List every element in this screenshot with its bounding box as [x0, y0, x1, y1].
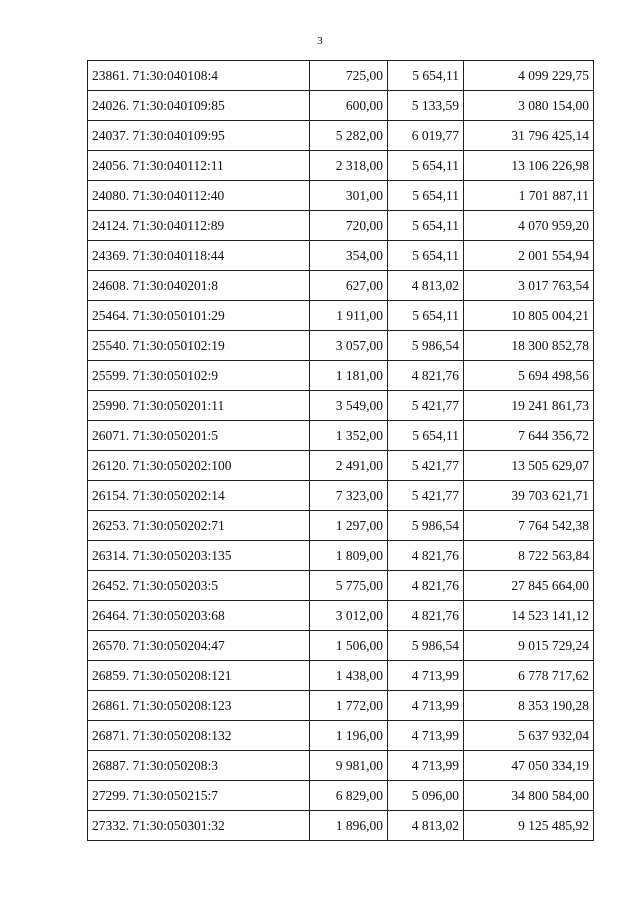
area-cell: 3 057,00: [310, 331, 388, 361]
rate-cell: 5 654,11: [388, 241, 464, 271]
table-row: [88, 361, 594, 391]
cadastral-number-cell: 25540. 71:30:050102:19: [88, 331, 310, 361]
rate-cell: 4 713,99: [388, 661, 464, 691]
cadastral-value-cell: 4 099 229,75: [464, 61, 594, 91]
table-row: [88, 91, 594, 121]
rate-cell: 4 713,99: [388, 721, 464, 751]
area-cell: 1 352,00: [310, 421, 388, 451]
cadastral-value-cell: 2 001 554,94: [464, 241, 594, 271]
cadastral-value-cell: 9 125 485,92: [464, 811, 594, 841]
area-cell: 9 981,00: [310, 751, 388, 781]
rate-cell: 4 813,02: [388, 271, 464, 301]
area-cell: 1 181,00: [310, 361, 388, 391]
cadastral-value-cell: 7 764 542,38: [464, 511, 594, 541]
area-cell: 1 911,00: [310, 301, 388, 331]
area-cell: 5 282,00: [310, 121, 388, 151]
area-cell: 600,00: [310, 91, 388, 121]
rate-cell: 5 654,11: [388, 301, 464, 331]
rate-cell: 4 713,99: [388, 751, 464, 781]
table-row: [88, 391, 594, 421]
table-row: [88, 121, 594, 151]
page-number: 3: [317, 35, 323, 47]
table-row: [88, 811, 594, 841]
rate-cell: 5 654,11: [388, 181, 464, 211]
cadastral-number-cell: 27332. 71:30:050301:32: [88, 811, 310, 841]
rate-cell: 4 821,76: [388, 361, 464, 391]
rate-cell: 5 654,11: [388, 421, 464, 451]
table-row: [88, 511, 594, 541]
cadastral-number-cell: 26859. 71:30:050208:121: [88, 661, 310, 691]
cadastral-number-cell: 26452. 71:30:050203:5: [88, 571, 310, 601]
area-cell: 7 323,00: [310, 481, 388, 511]
cadastral-number-cell: 26861. 71:30:050208:123: [88, 691, 310, 721]
rate-cell: 5 421,77: [388, 451, 464, 481]
cadastral-value-cell: 19 241 861,73: [464, 391, 594, 421]
cadastral-number-cell: 26570. 71:30:050204:47: [88, 631, 310, 661]
area-cell: 301,00: [310, 181, 388, 211]
table-row: [88, 181, 594, 211]
table-row: [88, 571, 594, 601]
area-cell: 725,00: [310, 61, 388, 91]
area-cell: 6 829,00: [310, 781, 388, 811]
cadastral-value-cell: 5 637 932,04: [464, 721, 594, 751]
cadastral-value-cell: 3 017 763,54: [464, 271, 594, 301]
table-row: [88, 211, 594, 241]
table-row: [88, 481, 594, 511]
table-row: [88, 421, 594, 451]
table-row: [88, 331, 594, 361]
table-row: [88, 691, 594, 721]
cadastral-value-cell: 18 300 852,78: [464, 331, 594, 361]
table-row: [88, 61, 594, 91]
rate-cell: 5 096,00: [388, 781, 464, 811]
cadastral-value-cell: 8 722 563,84: [464, 541, 594, 571]
rate-cell: 5 421,77: [388, 391, 464, 421]
cadastral-number-cell: 26887. 71:30:050208:3: [88, 751, 310, 781]
rate-cell: 4 821,76: [388, 601, 464, 631]
rate-cell: 4 821,76: [388, 541, 464, 571]
cadastral-number-cell: 26071. 71:30:050201:5: [88, 421, 310, 451]
cadastral-value-cell: 7 644 356,72: [464, 421, 594, 451]
cadastral-number-cell: 26871. 71:30:050208:132: [88, 721, 310, 751]
table-row: [88, 751, 594, 781]
table-row: [88, 541, 594, 571]
cadastral-value-cell: 27 845 664,00: [464, 571, 594, 601]
rate-cell: 4 821,76: [388, 571, 464, 601]
area-cell: 3 549,00: [310, 391, 388, 421]
area-cell: 1 196,00: [310, 721, 388, 751]
rate-cell: 5 986,54: [388, 631, 464, 661]
rate-cell: 5 654,11: [388, 211, 464, 241]
table-row: [88, 721, 594, 751]
cadastral-value-table: [87, 60, 594, 841]
cadastral-value-cell: 4 070 959,20: [464, 211, 594, 241]
cadastral-number-cell: 26253. 71:30:050202:71: [88, 511, 310, 541]
cadastral-value-cell: 5 694 498,56: [464, 361, 594, 391]
area-cell: 720,00: [310, 211, 388, 241]
rate-cell: 5 986,54: [388, 511, 464, 541]
cadastral-number-cell: 25990. 71:30:050201:11: [88, 391, 310, 421]
cadastral-value-cell: 3 080 154,00: [464, 91, 594, 121]
rate-cell: 5 421,77: [388, 481, 464, 511]
rate-cell: 5 654,11: [388, 61, 464, 91]
rate-cell: 5 133,59: [388, 91, 464, 121]
cadastral-number-cell: 24369. 71:30:040118:44: [88, 241, 310, 271]
table-row: [88, 271, 594, 301]
rate-cell: 4 713,99: [388, 691, 464, 721]
area-cell: 2 318,00: [310, 151, 388, 181]
cadastral-number-cell: 24608. 71:30:040201:8: [88, 271, 310, 301]
rate-cell: 5 986,54: [388, 331, 464, 361]
area-cell: 1 438,00: [310, 661, 388, 691]
cadastral-value-cell: 47 050 334,19: [464, 751, 594, 781]
table-row: [88, 781, 594, 811]
cadastral-value-cell: 9 015 729,24: [464, 631, 594, 661]
cadastral-value-cell: 31 796 425,14: [464, 121, 594, 151]
cadastral-value-cell: 13 505 629,07: [464, 451, 594, 481]
cadastral-number-cell: 23861. 71:30:040108:4: [88, 61, 310, 91]
rate-cell: 4 813,02: [388, 811, 464, 841]
cadastral-number-cell: 25464. 71:30:050101:29: [88, 301, 310, 331]
cadastral-value-cell: 34 800 584,00: [464, 781, 594, 811]
table-row: [88, 601, 594, 631]
cadastral-value-cell: 39 703 621,71: [464, 481, 594, 511]
area-cell: 1 809,00: [310, 541, 388, 571]
cadastral-number-cell: 26314. 71:30:050203:135: [88, 541, 310, 571]
cadastral-number-cell: 24026. 71:30:040109:85: [88, 91, 310, 121]
cadastral-number-cell: 24037. 71:30:040109:95: [88, 121, 310, 151]
table-row: [88, 151, 594, 181]
cadastral-number-cell: 24056. 71:30:040112:11: [88, 151, 310, 181]
area-cell: 1 297,00: [310, 511, 388, 541]
area-cell: 2 491,00: [310, 451, 388, 481]
cadastral-number-cell: 26120. 71:30:050202:100: [88, 451, 310, 481]
area-cell: 627,00: [310, 271, 388, 301]
cadastral-value-cell: 8 353 190,28: [464, 691, 594, 721]
rate-cell: 6 019,77: [388, 121, 464, 151]
cadastral-value-cell: 13 106 226,98: [464, 151, 594, 181]
table-row: [88, 631, 594, 661]
cadastral-number-cell: 26154. 71:30:050202:14: [88, 481, 310, 511]
table-row: [88, 301, 594, 331]
cadastral-number-cell: 26464. 71:30:050203:68: [88, 601, 310, 631]
table-row: [88, 661, 594, 691]
area-cell: 1 896,00: [310, 811, 388, 841]
cadastral-value-cell: 14 523 141,12: [464, 601, 594, 631]
area-cell: 354,00: [310, 241, 388, 271]
table-body: [88, 61, 594, 841]
table-row: [88, 241, 594, 271]
cadastral-value-cell: 6 778 717,62: [464, 661, 594, 691]
area-cell: 1 506,00: [310, 631, 388, 661]
cadastral-number-cell: 25599. 71:30:050102:9: [88, 361, 310, 391]
cadastral-number-cell: 27299. 71:30:050215:7: [88, 781, 310, 811]
cadastral-value-cell: 1 701 887,11: [464, 181, 594, 211]
rate-cell: 5 654,11: [388, 151, 464, 181]
area-cell: 1 772,00: [310, 691, 388, 721]
cadastral-number-cell: 24124. 71:30:040112:89: [88, 211, 310, 241]
cadastral-number-cell: 24080. 71:30:040112:40: [88, 181, 310, 211]
area-cell: 5 775,00: [310, 571, 388, 601]
area-cell: 3 012,00: [310, 601, 388, 631]
cadastral-value-cell: 10 805 004,21: [464, 301, 594, 331]
table-row: [88, 451, 594, 481]
